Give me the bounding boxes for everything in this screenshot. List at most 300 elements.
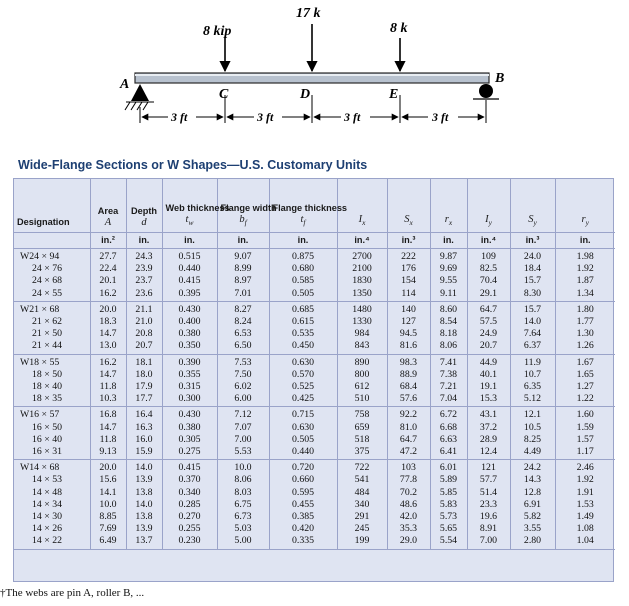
value-cell: 81.0 [387,422,430,434]
value-cell: 2700 [337,249,387,264]
value-cell: 0.630 [269,354,337,369]
value-cell: 6.02 [217,381,269,393]
designation-cell: W16 × 57 [20,409,60,421]
table-row [14,487,615,499]
value-cell: 35.3 [387,523,430,535]
value-cell: 1.49 [555,511,615,523]
value-cell: 1830 [337,275,387,287]
designation-cell: 14 × 53 [32,474,63,486]
value-cell: 6.68 [430,422,467,434]
table-row [14,381,615,393]
value-cell: 2100 [337,263,387,275]
value-cell: 21.0 [126,316,162,328]
value-cell: 23.6 [126,288,162,302]
value-cell: 10.3 [90,393,126,407]
footnote: †The webs are pin A, roller B, ... [0,587,145,599]
value-cell: 8.27 [217,301,269,316]
value-cell: 24.0 [510,249,555,264]
value-cell: 94.5 [387,328,430,340]
value-cell: 40.1 [467,369,510,381]
table-row [14,354,615,369]
value-cell: 24.2 [510,460,555,475]
value-cell: 23.3 [467,499,510,511]
value-cell: 8.18 [430,328,467,340]
value-cell: 13.7 [126,535,162,549]
value-cell: 1330 [337,316,387,328]
value-cell: 6.73 [217,511,269,523]
table-row [14,523,615,535]
value-cell: 13.8 [126,511,162,523]
value-cell: 1.34 [555,288,615,302]
value-cell: 9.69 [430,263,467,275]
value-cell: 20.0 [90,460,126,475]
value-cell: 57.7 [467,474,510,486]
value-cell: 0.300 [162,393,217,407]
value-cell: 0.255 [162,523,217,535]
value-cell: 5.54 [430,535,467,549]
designation-cell: 24 × 68 [32,275,63,287]
designation-cell: 16 × 31 [14,446,90,460]
unit-cell: in. [162,233,217,249]
value-cell: 20.7 [126,340,162,354]
value-cell: 16.3 [126,422,162,434]
value-cell: 8.91 [467,523,510,535]
value-cell: 5.83 [430,499,467,511]
value-cell: 29.0 [387,535,430,549]
value-cell: 23.9 [126,263,162,275]
label-e: E [389,87,399,102]
unit-cell: in. [269,233,337,249]
value-cell: 0.355 [162,369,217,381]
value-cell: 7.00 [467,535,510,549]
value-cell: 1.27 [555,381,615,393]
value-cell: 9.11 [430,288,467,302]
value-cell: 21.1 [126,301,162,316]
value-cell: 0.685 [269,301,337,316]
w-shapes-table [13,178,614,582]
value-cell: 6.35 [510,381,555,393]
value-cell: 1.04 [555,535,615,549]
value-cell: 70.2 [387,487,430,499]
value-cell: 20.1 [90,275,126,287]
value-cell: 0.230 [162,535,217,549]
header-flange-thickness: Flange thickness $t_f$ [269,179,337,233]
value-cell: 0.715 [269,407,337,422]
value-cell: 70.4 [467,275,510,287]
span-label-cd: 3 ft [257,110,274,124]
value-cell: 20.8 [126,328,162,340]
header-designation: Designation [17,217,70,227]
value-cell: 5.12 [510,393,555,407]
value-cell: 14.7 [90,369,126,381]
value-cell: 375 [337,446,387,460]
unit-cell: in. [217,233,269,249]
unit-cell [14,233,90,249]
span-label-de: 3 ft [344,110,361,124]
units-row [14,233,615,249]
load-label-c: 8 kip [203,24,232,39]
value-cell: 11.8 [90,434,126,446]
value-cell: 15.7 [510,275,555,287]
value-cell: 6.63 [430,434,467,446]
value-cell: 7.21 [430,381,467,393]
label-d: D [300,87,311,102]
value-cell: 15.6 [90,474,126,486]
label-a: A [120,77,130,92]
value-cell: 14.3 [510,474,555,486]
label-c: C [219,87,229,102]
value-cell: 14.7 [90,422,126,434]
value-cell: 0.615 [269,316,337,328]
designation-cell: W24 × 94 [20,251,60,262]
value-cell: 8.85 [90,511,126,523]
header-iy: $I_y$ [467,179,510,233]
value-cell: 14.0 [510,316,555,328]
table-row [14,301,615,316]
value-cell: 22.4 [90,263,126,275]
value-cell: 7.12 [217,407,269,422]
value-cell: 0.415 [162,275,217,287]
value-cell: 9.87 [430,249,467,264]
designation-cell: 14 × 22 [14,535,90,549]
value-cell: 0.525 [269,381,337,393]
table-body [14,249,615,550]
unit-cell: in.² [90,233,126,249]
value-cell: 154 [387,275,430,287]
value-cell: 5.73 [430,511,467,523]
unit-cell: in. [126,233,162,249]
value-cell: 9.55 [430,275,467,287]
value-cell: 518 [337,434,387,446]
value-cell: 17.7 [126,393,162,407]
value-cell: 18.4 [510,263,555,275]
value-cell: 291 [337,511,387,523]
header-sx: $S_x$ [387,179,430,233]
span-label-ac: 3 ft [171,110,188,124]
designation-cell: W21 × 68 [20,303,60,315]
value-cell: 0.380 [162,328,217,340]
value-cell: 8.30 [510,288,555,302]
value-cell: 659 [337,422,387,434]
value-cell: 6.72 [430,407,467,422]
value-cell: 340 [337,499,387,511]
value-cell: 7.00 [217,434,269,446]
value-cell: 10.0 [90,499,126,511]
value-cell: 13.8 [126,487,162,499]
value-cell: 176 [387,263,430,275]
value-cell: 1480 [337,301,387,316]
value-cell: 5.00 [217,535,269,549]
value-cell: 5.85 [430,487,467,499]
designation-cell: 18 × 40 [32,381,63,393]
span-label-eb: 3 ft [432,110,449,124]
value-cell: 57.6 [387,393,430,407]
value-cell: 121 [467,460,510,475]
value-cell: 0.335 [269,535,337,549]
value-cell: 890 [337,354,387,369]
value-cell: 7.50 [217,369,269,381]
designation-cell: 14 × 48 [32,486,63,498]
unit-cell: in.⁴ [467,233,510,249]
value-cell: 199 [337,535,387,549]
table-row [14,249,615,264]
designation-cell: 14 × 34 [32,498,63,510]
load-label-e: 8 k [390,21,408,36]
designation-cell: 14 × 30 [32,511,63,523]
header-row [14,179,615,233]
value-cell: 8.60 [430,301,467,316]
value-cell: 0.535 [269,328,337,340]
header-web-thickness: Web thickness $t_w$ [162,179,217,233]
beam-diagram [0,0,629,150]
table-row [14,340,615,354]
value-cell: 843 [337,340,387,354]
value-cell: 6.50 [217,340,269,354]
value-cell: 612 [337,381,387,393]
table-row [14,407,615,422]
value-cell: 14.1 [90,487,126,499]
value-cell: 5.89 [430,474,467,486]
value-cell: 5.82 [510,511,555,523]
value-cell: 484 [337,487,387,499]
header-area: Area A [90,179,126,233]
value-cell: 0.270 [162,511,217,523]
value-cell: 24.9 [467,328,510,340]
value-cell: 10.7 [510,369,555,381]
value-cell: 18.0 [126,369,162,381]
value-cell: 245 [337,523,387,535]
value-cell: 1.57 [555,434,615,446]
value-cell: 1.92 [555,474,615,486]
value-cell: 6.37 [510,340,555,354]
table-row [14,328,615,340]
value-cell: 68.4 [387,381,430,393]
value-cell: 51.4 [467,487,510,499]
designation-cell: 21 × 44 [14,340,90,354]
designation-cell: 14 × 26 [32,523,63,535]
value-cell: 6.41 [430,446,467,460]
table-row [14,460,615,475]
header-sy: $S_y$ [510,179,555,233]
value-cell: 0.430 [162,301,217,316]
value-cell: 64.7 [467,301,510,316]
header-depth: Depth d [126,179,162,233]
designation-cell: W14 × 68 [20,462,60,474]
value-cell: 5.03 [217,523,269,535]
value-cell: 0.370 [162,474,217,486]
value-cell: 1.80 [555,301,615,316]
unit-cell: in.³ [387,233,430,249]
value-cell: 3.55 [510,523,555,535]
value-cell: 9.13 [90,446,126,460]
value-cell: 15.9 [126,446,162,460]
value-cell: 12.8 [510,487,555,499]
value-cell: 7.01 [217,288,269,302]
value-cell: 24.3 [126,249,162,264]
value-cell: 127 [387,316,430,328]
pin-support-a [131,84,149,101]
designation-cell: W18 × 55 [20,356,60,368]
designation-cell: 18 × 35 [14,393,90,407]
header-ry: $r_y$ [555,179,615,233]
value-cell: 1.60 [555,407,615,422]
value-cell: 28.9 [467,434,510,446]
value-cell: 7.04 [430,393,467,407]
value-cell: 7.38 [430,369,467,381]
value-cell: 11.9 [510,354,555,369]
value-cell: 7.69 [90,523,126,535]
value-cell: 6.00 [217,393,269,407]
value-cell: 1.98 [555,249,615,264]
value-cell: 0.305 [162,434,217,446]
value-cell: 9.07 [217,249,269,264]
value-cell: 0.570 [269,369,337,381]
value-cell: 2.80 [510,535,555,549]
value-cell: 541 [337,474,387,486]
designation-cell: 21 × 50 [32,328,63,340]
value-cell: 27.7 [90,249,126,264]
value-cell: 0.440 [269,446,337,460]
value-cell: 16.2 [90,354,126,369]
value-cell: 984 [337,328,387,340]
table-row [14,369,615,381]
table-row [14,422,615,434]
unit-cell: in. [555,233,615,249]
value-cell: 14.0 [126,499,162,511]
value-cell: 510 [337,393,387,407]
value-cell: 10.0 [217,460,269,475]
value-cell: 16.8 [90,407,126,422]
value-cell: 23.7 [126,275,162,287]
value-cell: 0.660 [269,474,337,486]
value-cell: 42.0 [387,511,430,523]
value-cell: 20.0 [90,301,126,316]
value-cell: 64.7 [387,434,430,446]
value-cell: 19.1 [467,381,510,393]
value-cell: 103 [387,460,430,475]
value-cell: 18.3 [90,316,126,328]
value-cell: 8.06 [430,340,467,354]
value-cell: 1.92 [555,263,615,275]
value-cell: 1.67 [555,354,615,369]
value-cell: 15.3 [467,393,510,407]
value-cell: 98.3 [387,354,430,369]
value-cell: 81.6 [387,340,430,354]
value-cell: 16.0 [126,434,162,446]
value-cell: 43.1 [467,407,510,422]
value-cell: 19.6 [467,511,510,523]
value-cell: 0.420 [269,523,337,535]
value-cell: 16.2 [90,288,126,302]
value-cell: 109 [467,249,510,264]
table-title: Wide-Flange Sections or W Shapes—U.S. Customary Units [18,158,368,172]
value-cell: 13.9 [126,474,162,486]
unit-cell: in.⁴ [337,233,387,249]
value-cell: 0.425 [269,393,337,407]
value-cell: 0.585 [269,275,337,287]
value-cell: 1350 [337,288,387,302]
value-cell: 5.65 [430,523,467,535]
value-cell: 13.9 [126,523,162,535]
table-row [14,275,615,287]
designation-cell: 24 × 55 [14,288,90,302]
value-cell: 7.07 [217,422,269,434]
value-cell: 20.7 [467,340,510,354]
header-flange-width: Flange width $b_f$ [217,179,269,233]
value-cell: 16.4 [126,407,162,422]
value-cell: 0.680 [269,263,337,275]
value-cell: 8.06 [217,474,269,486]
value-cell: 57.5 [467,316,510,328]
table-row [14,474,615,486]
value-cell: 15.7 [510,301,555,316]
value-cell: 0.505 [269,434,337,446]
value-cell: 1.53 [555,499,615,511]
value-cell: 12.1 [510,407,555,422]
value-cell: 0.275 [162,446,217,460]
value-cell: 14.0 [126,460,162,475]
value-cell: 0.630 [269,422,337,434]
value-cell: 1.77 [555,316,615,328]
value-cell: 2.46 [555,460,615,475]
header-ix: $I_x$ [337,179,387,233]
table-row [14,511,615,523]
header-rx: $r_x$ [430,179,467,233]
value-cell: 8.99 [217,263,269,275]
value-cell: 1.30 [555,328,615,340]
table-row [14,288,615,302]
designation-cell: 21 × 62 [32,316,63,328]
value-cell: 0.340 [162,487,217,499]
value-cell: 0.430 [162,407,217,422]
value-cell: 8.25 [510,434,555,446]
value-cell: 8.97 [217,275,269,287]
value-cell: 8.54 [430,316,467,328]
value-cell: 82.5 [467,263,510,275]
value-cell: 0.390 [162,354,217,369]
value-cell: 0.515 [162,249,217,264]
designation-cell: 24 × 76 [32,263,63,275]
unit-cell: in.³ [510,233,555,249]
value-cell: 14.7 [90,328,126,340]
designation-cell: 16 × 50 [32,421,63,433]
label-b: B [495,71,505,86]
value-cell: 1.87 [555,275,615,287]
value-cell: 114 [387,288,430,302]
value-cell: 6.49 [90,535,126,549]
value-cell: 0.455 [269,499,337,511]
designation-cell: 16 × 40 [32,433,63,445]
value-cell: 17.9 [126,381,162,393]
table-row [14,434,615,446]
value-cell: 0.350 [162,340,217,354]
value-cell: 1.22 [555,393,615,407]
value-cell: 37.2 [467,422,510,434]
value-cell: 1.08 [555,523,615,535]
value-cell: 1.17 [555,446,615,460]
value-cell: 6.53 [217,328,269,340]
value-cell: 7.53 [217,354,269,369]
value-cell: 0.400 [162,316,217,328]
value-cell: 222 [387,249,430,264]
value-cell: 11.8 [90,381,126,393]
table-row [14,535,615,549]
value-cell: 0.395 [162,288,217,302]
value-cell: 47.2 [387,446,430,460]
value-cell: 44.9 [467,354,510,369]
value-cell: 0.505 [269,288,337,302]
value-cell: 0.595 [269,487,337,499]
